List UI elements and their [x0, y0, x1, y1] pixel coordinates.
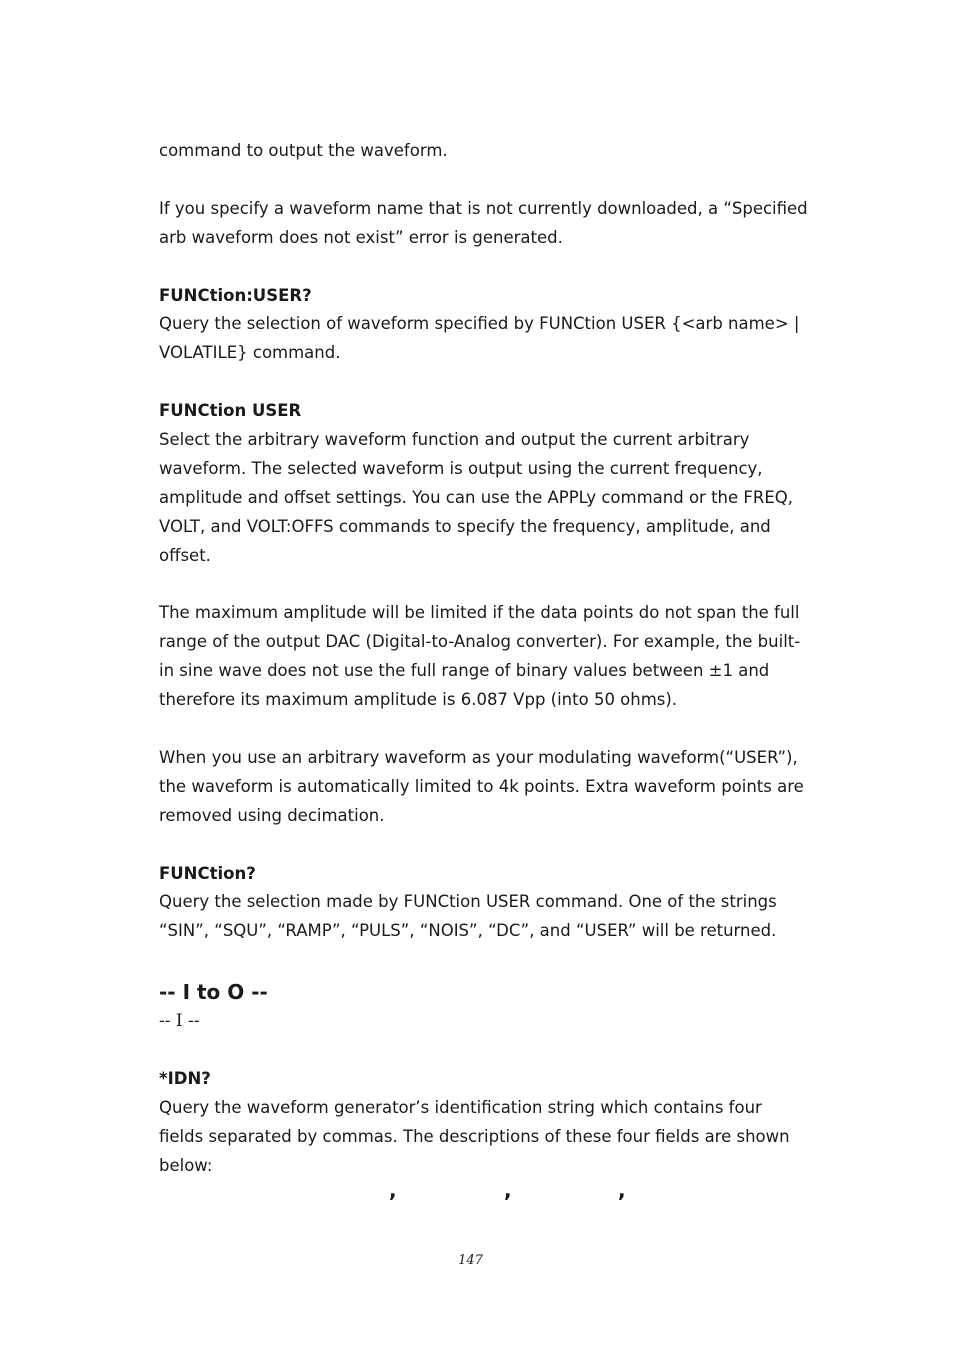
- paragraph-waveform-not-exist: If you specify a waveform name that is not currently downloaded, a “Specified arb waveform does not exist” error is generated.: [159, 198, 808, 247]
- document-body: [159, 137, 809, 1181]
- page-number: 147: [458, 1253, 483, 1268]
- paragraph-max-amplitude: The maximum amplitude will be limited if the data points do not span the full range of the output DAC (Digital-to-Analog converter). For example, the built-in sine wave does not use the full range of binary values between ±1 and therefore its maximum amplitude is 6.087 Vpp (into 50 ohms).: [159, 603, 801, 710]
- paragraph-output-command: command to output the waveform.: [159, 141, 448, 160]
- paragraph-function-user-query: Query the selection of waveform specified by FUNCtion USER {<arb name> | VOLATILE} command.: [159, 314, 800, 363]
- sub-title-i: -- I --: [159, 1011, 200, 1032]
- section-title-i-to-o: -- I to O --: [159, 980, 268, 1005]
- heading-function-query: FUNCtion?: [159, 863, 256, 883]
- idn-field-separator-3: ,: [618, 1178, 626, 1202]
- paragraph-function-user: Select the arbitrary waveform function and output the current arbitrary waveform. The selected waveform is output using the current frequency, amplitude and offset settings. You can use the APPLy command or the FREQ, VOLT, and VOLT:OFFS commands to specify the frequency, amplitude, and offset.: [159, 430, 794, 565]
- paragraph-idn-query: Query the waveform generator’s identification string which contains four fields separated by commas. The descriptions of these four fields are shown below:: [159, 1098, 790, 1175]
- idn-field-separator-1: ,: [389, 1178, 397, 1202]
- idn-field-separator-2: ,: [504, 1178, 512, 1202]
- paragraph-modulating-waveform: When you use an arbitrary waveform as your modulating waveform(“USER”), the waveform is automatically limited to 4k points. Extra waveform points are removed using decimation.: [159, 747, 804, 825]
- heading-function-user-query: FUNCtion:USER?: [159, 285, 312, 305]
- heading-function-user: FUNCtion USER: [159, 401, 302, 421]
- paragraph-function-query: Query the selection made by FUNCtion USER command. One of the strings “SIN”, “SQU”, “RAMP”, “PULS”, “NOIS”, “DC”, and “USER” will be returned.: [159, 892, 777, 941]
- heading-idn-query: *IDN?: [159, 1069, 211, 1089]
